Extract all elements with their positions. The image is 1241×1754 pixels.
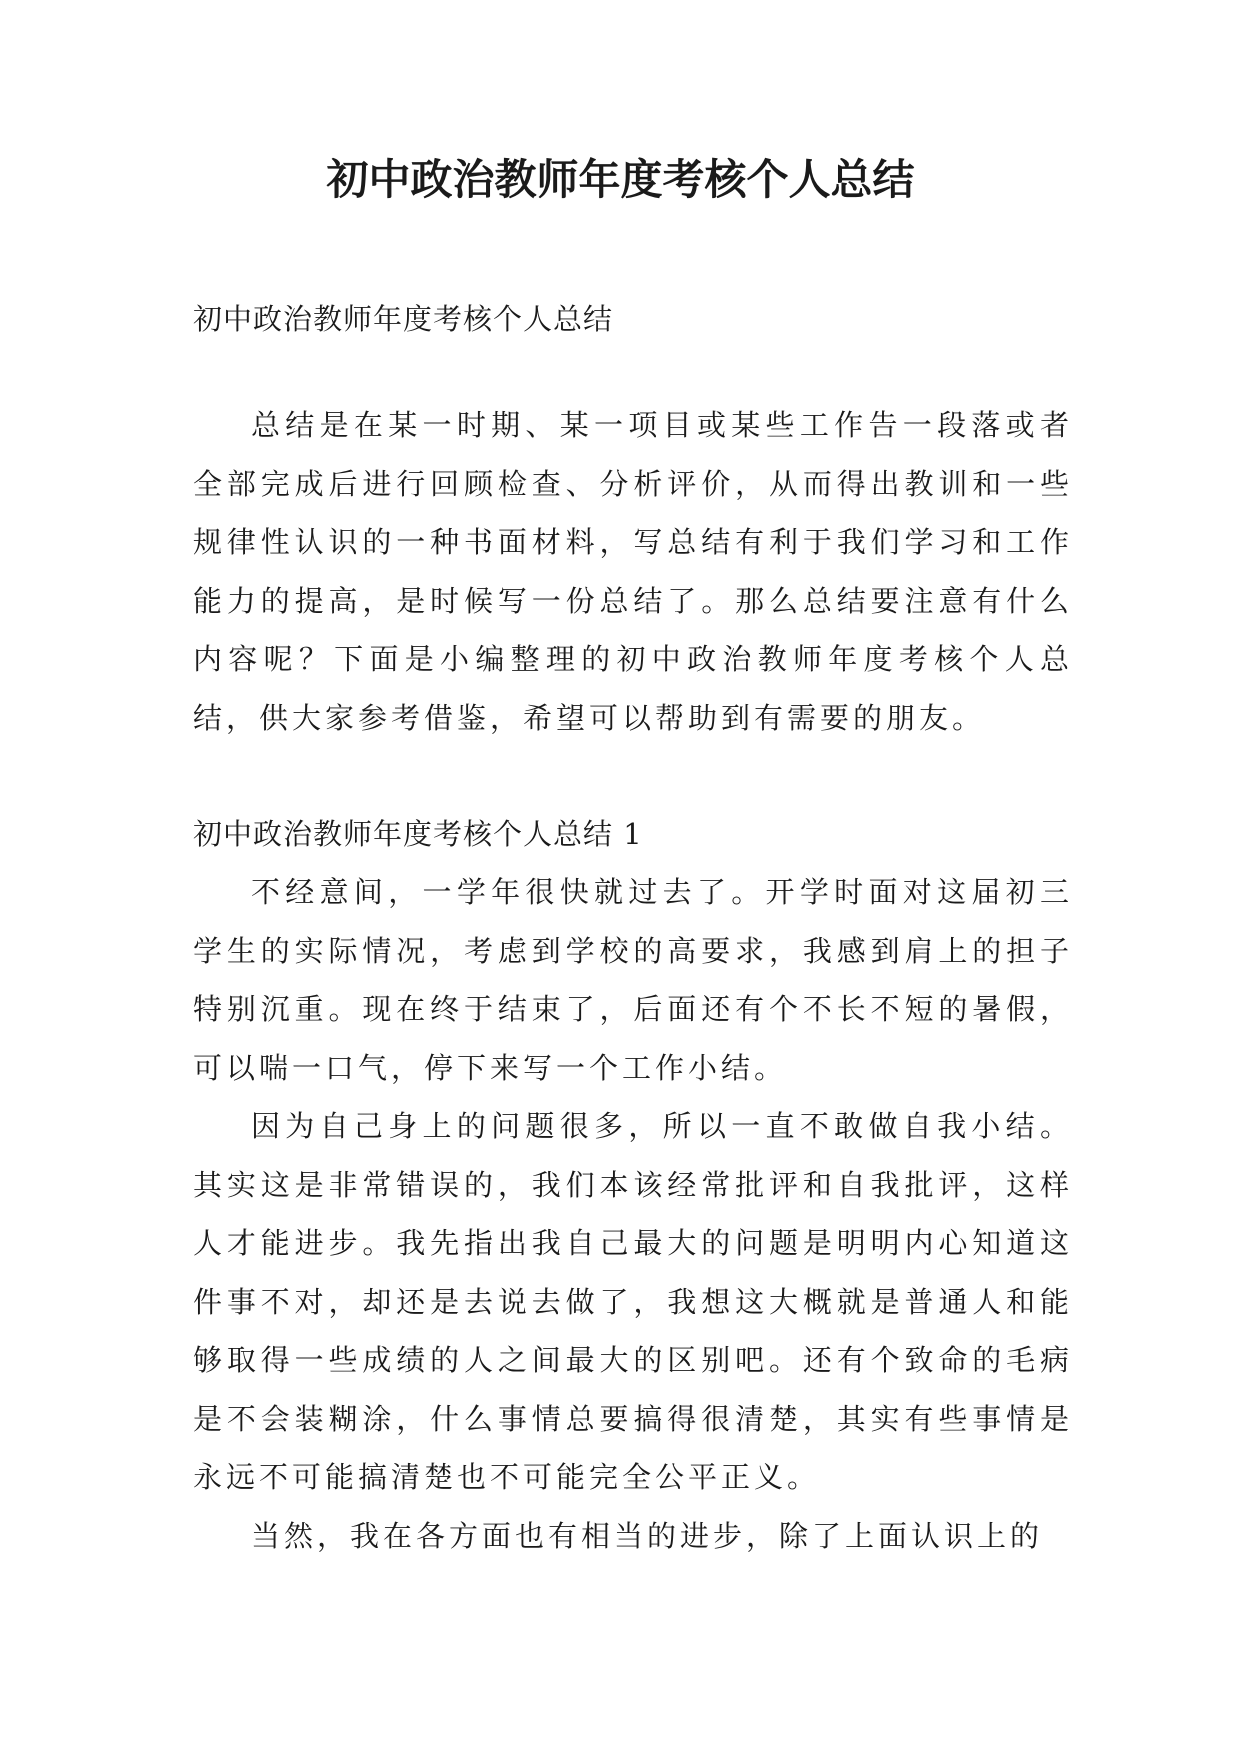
document-body: [193, 290, 1073, 1565]
intro-paragraph: 总结是在某一时期、某一项目或某些工作告一段落或者全部完成后进行回顾检查、分析评价，从而得出教训和一些规律性认识的一种书面材料，写总结有利于我们学习和工作能力的提高，是时候写一份总结了。那么总结要注意有什么内容呢？下面是小编整理的初中政治教师年度考核个人总结，供大家参考借鉴，希望可以帮助到有需要的朋友。: [193, 408, 1073, 735]
body-paragraph: 不经意间，一学年很快就过去了。开学时面对这届初三学生的实际情况，考虑到学校的高要求，我感到肩上的担子特别沉重。现在终于结束了，后面还有个不长不短的暑假，可以喘一口气，停下来写一个工作小结。: [193, 875, 1073, 1085]
document-title: 初中政治教师年度考核个人总结: [326, 155, 915, 204]
document-subtitle: 初中政治教师年度考核个人总结: [193, 302, 614, 336]
body-paragraph: 因为自己身上的问题很多，所以一直不敢做自我小结。其实这是非常错误的，我们本该经常批评和自我批评，这样人才能进步。我先指出我自己最大的问题是明明内心知道这件事不对，却还是去说去做了，我想这大概就是普通人和能够取得一些成绩的人之间最大的区别吧。还有个致命的毛病是不会装糊涂，什么事情总要搞得很清楚，其实有些事情是永远不可能搞清楚也不可能完全公平正义。: [193, 1109, 1073, 1494]
section-heading: 初中政治教师年度考核个人总结 1: [193, 817, 643, 851]
body-paragraph: 当然，我在各方面也有相当的进步，除了上面认识上的: [251, 1518, 1044, 1553]
